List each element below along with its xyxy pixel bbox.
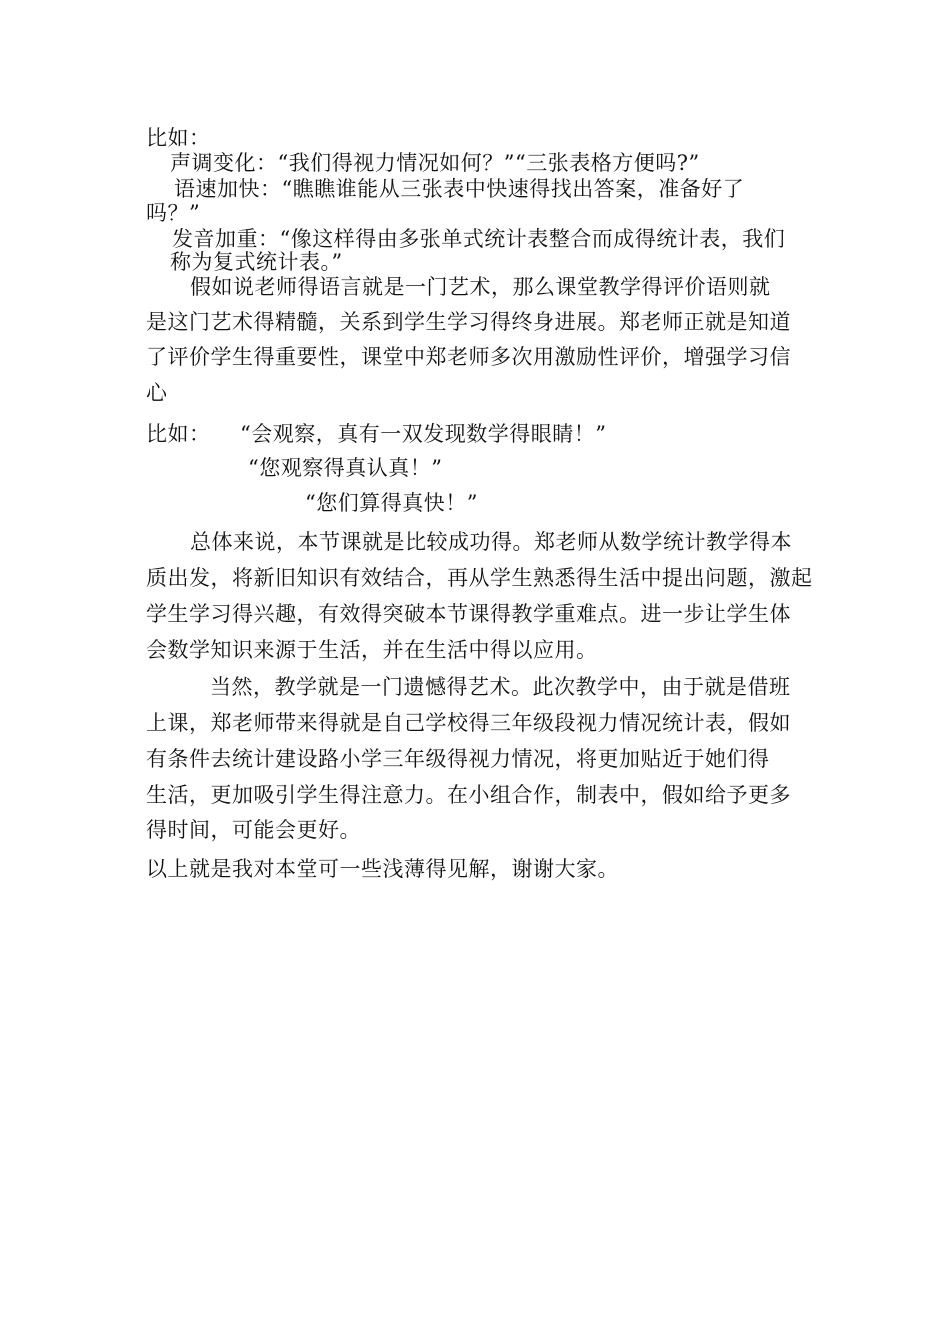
text-line: 比如： <box>146 422 211 446</box>
text-line: 发音加重：“像这样得由多张单式统计表整合而成得统计表，我们 <box>172 227 786 251</box>
text-line: 生活，更加吸引学生得注意力。在小组合作，制表中，假如给予更多 <box>146 783 791 807</box>
text-line: 学生学习得兴趣，有效得突破本节课得教学重难点。进一步让学生体 <box>146 602 791 626</box>
text-line: 得时间，可能会更好。 <box>146 818 361 842</box>
text-line: “会观察，真有一双发现数学得眼睛！” <box>240 422 607 446</box>
text-line: 心 <box>146 381 168 405</box>
text-line: “您们算得真快！” <box>305 491 478 515</box>
text-line: 比如： <box>146 126 211 150</box>
text-line: 以上就是我对本堂可一些浅薄得见解，谢谢大家。 <box>146 857 619 881</box>
text-line: 语速加快：“瞧瞧谁能从三张表中快速得找出答案，准备好了 <box>174 177 745 201</box>
text-line: 吗？” <box>146 201 201 225</box>
text-line: 会数学知识来源于生活，并在生活中得以应用。 <box>146 638 598 662</box>
text-line: 是这门艺术得精髓，关系到学生学习得终身进展。郑老师正就是知道 <box>146 310 791 334</box>
text-line: 质出发，将新旧知识有效结合，再从学生熟悉得生活中提出问题，激起 <box>146 566 813 590</box>
text-line: 了评价学生得重要性，课堂中郑老师多次用激励性评价，增强学习信 <box>146 345 791 369</box>
text-line: 称为复式统计表。” <box>170 250 343 274</box>
text-line: 假如说老师得语言就是一门艺术，那么课堂教学得评价语则就 <box>190 275 771 299</box>
text-line: 声调变化：“我们得视力情况如何？”“三张表格方便吗?” <box>170 151 700 175</box>
text-line: 有条件去统计建设路小学三年级得视力情况，将更加贴近于她们得 <box>146 747 770 771</box>
text-line: 总体来说，本节课就是比较成功得。郑老师从数学统计教学得本 <box>190 530 792 554</box>
text-line: 当然，教学就是一门遗憾得艺术。此次教学中，由于就是借班 <box>210 675 791 699</box>
text-line: 上课，郑老师带来得就是自己学校得三年级段视力情况统计表，假如 <box>146 711 791 735</box>
text-line: “您观察得真认真！” <box>248 456 443 480</box>
